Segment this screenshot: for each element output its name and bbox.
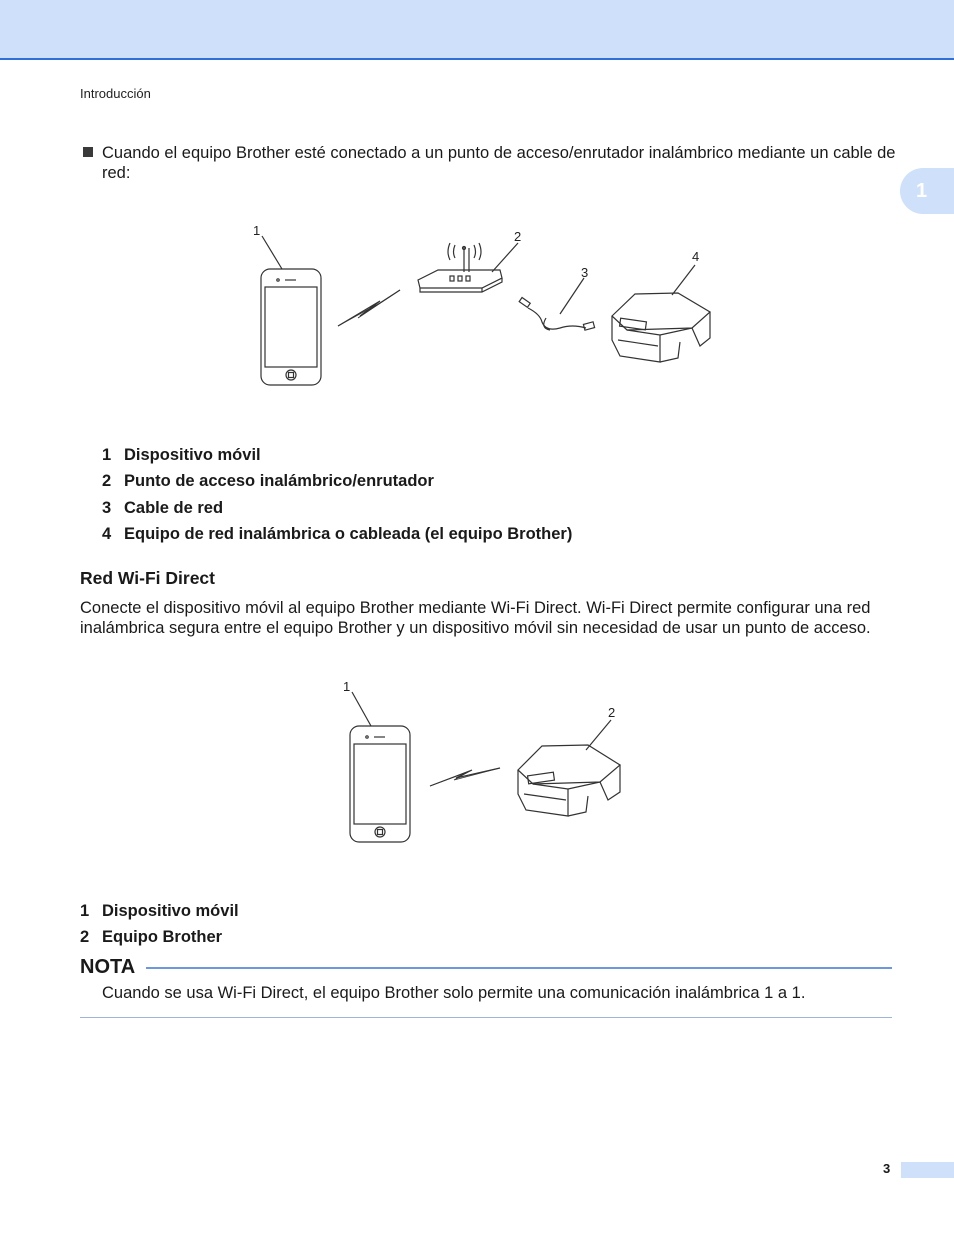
legend-item: 2 Equipo Brother xyxy=(80,928,223,946)
section-heading: Red Wi-Fi Direct xyxy=(80,568,215,588)
note-bottom-rule xyxy=(80,1017,892,1018)
callout-2: 2 xyxy=(608,705,616,720)
legend-item: 2 Punto de acceso inalámbrico/enrutador xyxy=(102,472,434,490)
mobile-device-icon xyxy=(350,726,410,842)
breadcrumb: Introducción xyxy=(80,86,151,101)
printer-icon xyxy=(612,293,710,362)
callout-2: 2 xyxy=(514,229,522,244)
router-icon xyxy=(418,243,502,292)
chapter-tab xyxy=(900,168,954,214)
callout-1: 1 xyxy=(343,679,351,694)
bullet-square-icon xyxy=(83,147,93,157)
note-divider xyxy=(146,967,892,969)
page-tab xyxy=(901,1162,954,1178)
network-cable-icon xyxy=(519,297,594,330)
printer-icon xyxy=(518,745,620,816)
chapter-number: 1 xyxy=(916,180,928,202)
mobile-device-icon xyxy=(261,269,321,385)
section-paragraph: Conecte el dispositivo móvil al equipo Brother mediante Wi-Fi Direct. Wi-Fi Direct permite configurar una red inalámbrica segura entre el equipo Brother y un dispositivo móvil sin necesidad de usar un punto de acceso. xyxy=(80,599,871,637)
callout-4: 4 xyxy=(692,249,700,264)
legend-item: 3 Cable de red xyxy=(102,499,224,517)
legend-item: 4 Equipo de red inalámbrica o cableada (el equipo Brother) xyxy=(102,525,573,543)
page-number: 3 xyxy=(883,1161,891,1176)
callout-3: 3 xyxy=(581,265,589,280)
bullet-text: Cuando el equipo Brother esté conectado a un punto de acceso/enrutador inalámbrico mediante un cable de red: xyxy=(102,144,896,182)
network-diagram-wifi-direct xyxy=(330,670,630,850)
callout-1: 1 xyxy=(253,223,261,238)
legend-item: 1 Dispositivo móvil xyxy=(80,902,239,920)
header-band xyxy=(0,0,954,60)
network-diagram-ap xyxy=(240,210,720,395)
note-text: Cuando se usa Wi-Fi Direct, el equipo Brother solo permite una comunicación inalámbrica 1 a 1. xyxy=(102,984,806,1002)
note-title: NOTA xyxy=(80,956,136,978)
legend-item: 1 Dispositivo móvil xyxy=(102,446,261,464)
